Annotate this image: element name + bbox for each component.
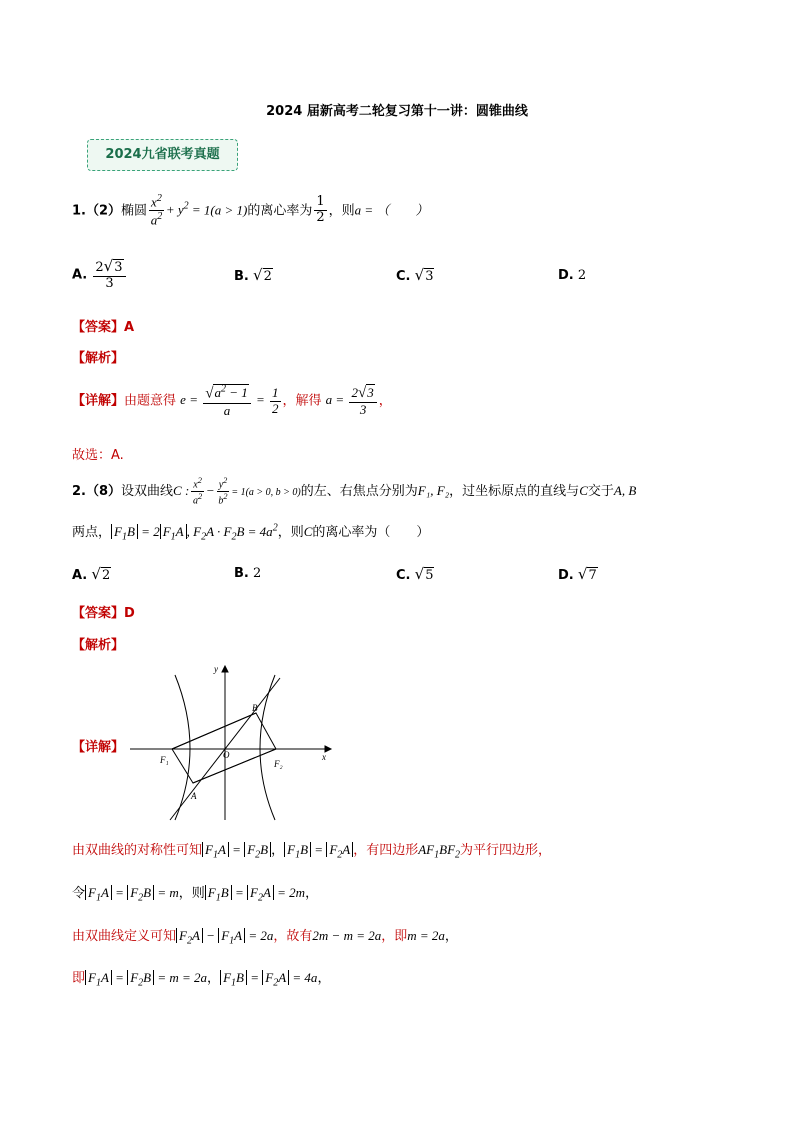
q2-answer-label: 【答案】: [72, 606, 125, 621]
q2-step4-formula: $F_1A = F_2B = m = 2a$: [85, 970, 207, 985]
label-f1: F₁: [160, 755, 169, 765]
q2-step3-a: 由双曲线定义可知: [72, 929, 177, 944]
left-branch: [175, 675, 190, 820]
q2-step2-formula-b: $F_1B = F_2A = 2m$: [205, 885, 305, 900]
q1-option-d-value: 2: [577, 268, 587, 283]
q1-option-b: [234, 266, 273, 284]
q1-text: 椭圆: [121, 203, 148, 219]
q2-step3-formula: $F_2A - F_1A = 2a$: [176, 928, 273, 943]
q2-number: 2.（8）: [72, 483, 122, 499]
q2-option-b-value: 2: [253, 566, 262, 581]
q1-fraction: $\frac{x^2}{a^2}$: [150, 193, 163, 228]
q1-term: + $y^2$ =: [165, 200, 204, 218]
q1-option-a: [72, 258, 128, 292]
q1-option-c-label: C.: [396, 269, 411, 284]
q2-step-1: 由双曲线的对称性可知 $F_1A = F_2B$ ， $F_1B = F_2A$ ，有四边形$AF_1BF_2$为平行四边形，: [72, 842, 552, 861]
q2-line2-c: 的离心率为（ ）: [312, 525, 430, 540]
q1-answer-value: A: [124, 320, 135, 335]
q2-detail-label: 【详解】: [72, 740, 125, 755]
q2-option-a-value: √2: [91, 565, 111, 583]
q2-step3-formula-c: m = 2a: [407, 928, 445, 943]
q2-step4-b: ，: [207, 971, 221, 986]
q2-text-a: 设双曲线: [121, 483, 174, 499]
q1-detail-text-a: 由题意得: [124, 393, 177, 409]
q2-step2-a: 令: [72, 886, 86, 901]
q1-option-a-value: $\frac{2√3}{3}$: [93, 258, 125, 292]
q2-line2-b: ，则: [277, 525, 304, 540]
hyperbola-figure: [130, 660, 340, 825]
question-1: [72, 193, 428, 229]
q1-answer-label: 【答案】: [72, 320, 125, 335]
q2-step1-formula: $F_1A = F_2B$: [202, 842, 271, 857]
q2-frac-y: $\frac{y^2}{b^2}$: [218, 476, 228, 507]
segment-a-f2: [193, 749, 276, 783]
q2-frac-x: $\frac{x^2}{a^2}$: [193, 476, 203, 507]
q2-step1-a: 由双曲线的对称性可知: [72, 843, 203, 858]
q1-option-b-value: √2: [253, 266, 272, 284]
label-b: B: [252, 703, 258, 713]
q1-answer: [72, 316, 134, 335]
q2-step3-d: ，: [444, 929, 458, 944]
q2-condition: = 1(a > 0, b > 0): [231, 486, 301, 498]
q1-text-b: 的离心率为: [247, 203, 313, 219]
q2-text-b: 的左、右焦点分别为: [300, 483, 418, 499]
y-axis-arrow: [222, 666, 228, 672]
right-branch: [260, 675, 275, 820]
q2-quadrilateral: $AF_1BF_2$: [418, 842, 461, 861]
q2-option-c-label: C.: [396, 568, 411, 583]
q2-option-b-label: B.: [234, 566, 249, 581]
q2-option-a-label: A.: [72, 568, 88, 583]
q2-step3-formula-b: 2m − m = 2a: [312, 928, 382, 943]
q2-step4-formula-b: $F_1B = F_2A = 4a$: [220, 970, 317, 985]
q2-step2-formula: $F_1A = F_2B = m$: [85, 885, 179, 900]
q2-text-e: 交于: [587, 483, 614, 499]
segment-f1-b: [172, 713, 256, 749]
q2-text-d: C: [579, 482, 588, 498]
label-o: O: [223, 750, 230, 760]
q2-step4-c: ，: [317, 971, 331, 986]
q1-ecc: $\frac{1}{2}$: [316, 194, 325, 226]
q2-step2-c: ，: [305, 886, 319, 901]
q1-detail-formula: e = $\frac{√a^2 - 1}{a}$ = $\frac{1}{2}$: [180, 384, 279, 418]
q1-option-c-value: √3: [414, 266, 434, 284]
q2-option-d-value: √7: [577, 565, 597, 583]
q1-text-d: a = （ ）: [354, 202, 429, 218]
q1-number: 1.（2）: [72, 203, 122, 219]
q2-step4-a: 即: [72, 971, 86, 986]
label-x: x: [322, 752, 326, 762]
question-2-line-1: 2.（8）设双曲线C : $\frac{x^2}{a^2}$ − $\frac{y^2}{b^2}$ = 1(a > 0, b > 0)的左、右焦点分别为F₁, F₂，过坐标原点的直线与C交于A, B: [72, 476, 637, 507]
q2-step3-b: ，故有: [273, 929, 313, 944]
q2-step2-b: ，则: [178, 886, 205, 901]
section-badge: 2024九省联考真题: [87, 139, 238, 171]
q2-step-3: [72, 925, 458, 947]
q2-option-d: [558, 565, 598, 583]
q2-step3-c: ，即: [381, 929, 408, 944]
q2-line2-a: 两点，: [72, 525, 112, 540]
q1-option-c: [396, 266, 434, 284]
q1-analysis-label: 【解析】: [72, 351, 125, 366]
q2-option-c: [396, 565, 434, 583]
q2-step-4: [72, 967, 330, 989]
q2-option-c-value: √5: [414, 565, 434, 583]
label-y: y: [214, 664, 218, 674]
q2-step1-c: 为平行四边形，: [460, 843, 552, 858]
q2-points: A, B: [613, 482, 637, 498]
q1-option-d: [558, 268, 586, 283]
q2-analysis-label: 【解析】: [72, 638, 125, 653]
q1-option-b-label: B.: [234, 269, 249, 284]
q1-detail-result: a = $\frac{2√3}{3}$: [326, 392, 379, 407]
q1-text-c: ，则: [328, 203, 355, 219]
q2-answer-value: D: [124, 606, 135, 621]
q1-choose: 故选：A.: [72, 448, 124, 463]
q1-detail: 【详解】由题意得 e = $\frac{√a^2 - 1}{a}$ = $\frac{1}{2}$ ，解得 a = $\frac{2√3}{3}$ ，: [72, 384, 392, 418]
label-f2: F₂: [274, 759, 283, 769]
q2-option-a: [72, 565, 111, 583]
q1-option-a-label: A.: [72, 267, 88, 283]
q1-condition: 1(a > 1): [203, 202, 248, 218]
page-title: 2024 届新高考二轮复习第十一讲：圆锥曲线: [266, 104, 528, 119]
q1-detail-text-b: ，解得: [282, 393, 322, 409]
q1-detail-label: 【详解】: [72, 393, 125, 409]
q2-step1-b: ，有四边形: [353, 843, 419, 858]
q2-answer: [72, 602, 135, 621]
q2-foci: F₁, F₂: [417, 482, 450, 498]
question-2-line-2: 两点， $F_1B = 2$ $F_1A$ , $F_2A \cdot F_2B = 4a^2$，则C的离心率为（ ）: [72, 522, 430, 543]
q2-step1-formula-b: $F_1B = F_2A$: [284, 842, 353, 857]
label-a: A: [191, 791, 197, 801]
q1-option-d-label: D.: [558, 268, 574, 283]
q2-option-b: [234, 566, 261, 581]
q2-option-d-label: D.: [558, 568, 574, 583]
q2-curve-name: C :: [173, 482, 190, 498]
q2-step-2: [72, 882, 318, 904]
q2-condition-2: $F_1B = 2$ $F_1A$ , $F_2A \cdot F_2B = 4a^2$: [111, 524, 278, 539]
q2-text-c: ，过坐标原点的直线与: [449, 483, 580, 499]
